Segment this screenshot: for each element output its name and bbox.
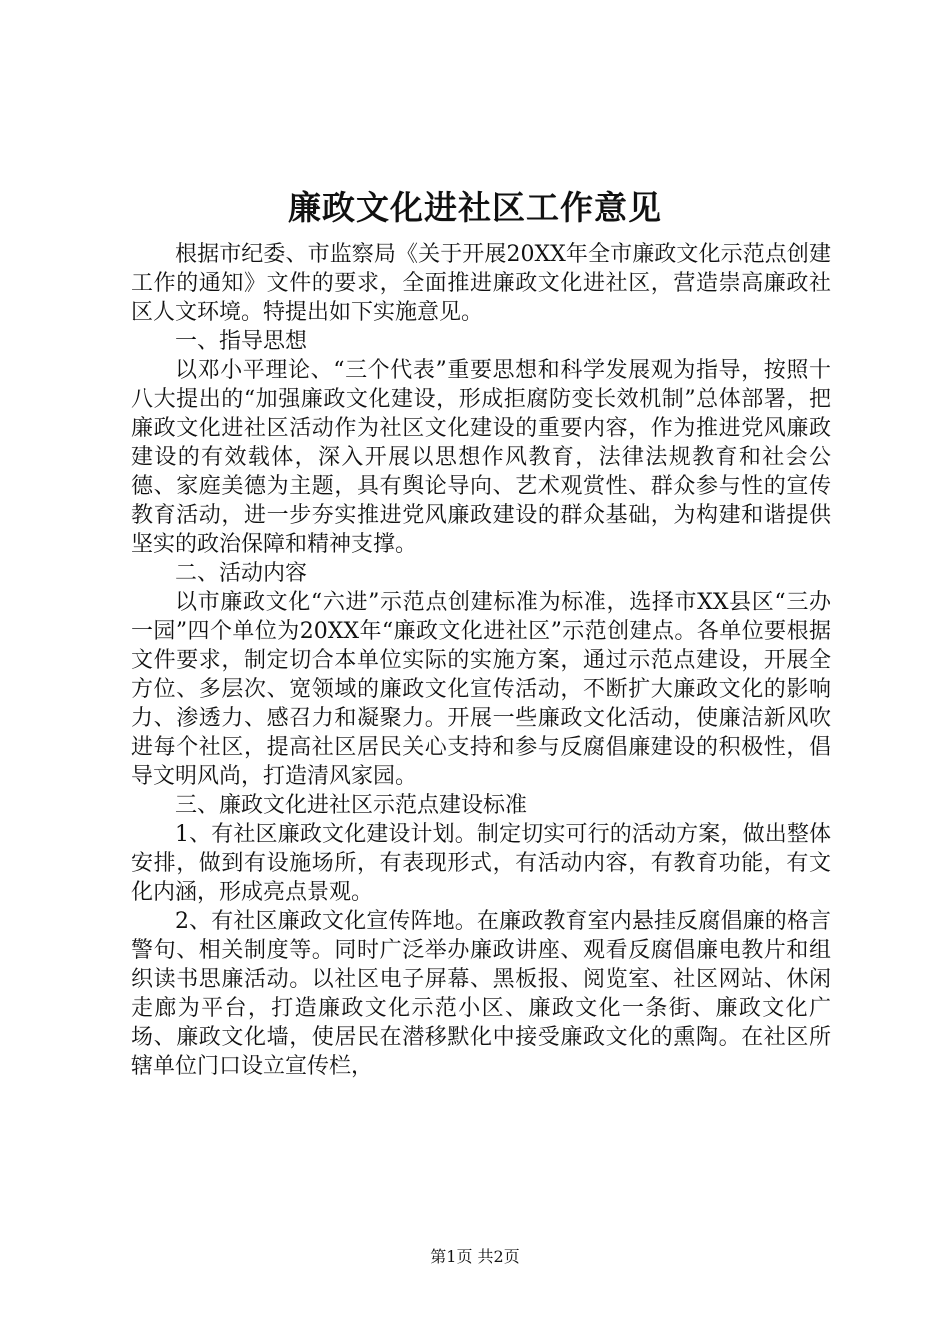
intro-paragraph: 根据市纪委、市监察局《关于开展20XX年全市廉政文化示范点创建工作的通知》文件的要求，全面推进廉政文化进社区，营造崇高廉政社区人文环境。特提出如下实施意见。 [131, 242, 831, 325]
section-body-activity-content: 以市廉政文化“六进”示范点创建标准为标准，选择市XX县区“三办一园”四个单位为20XX年“廉政文化进社区”示范创建点。各单位要根据文件要求，制定切合本单位实际的实施方案，通过示范点建设，开展全方位、多层次、宽领域的廉政文化宣传活动，不断扩大廉政文化的影响力、渗透力、感召力和凝聚力。开展一些廉政文化活动，使廉洁新风吹进每个社区，提高社区居民关心支持和参与反腐倡廉建设的积极性，倡导文明风尚，打造清风家园。 [131, 590, 831, 789]
document-body [131, 240, 831, 1081]
page-title: 廉政文化进社区工作意见 [288, 188, 662, 227]
standard-item-2: 2、有社区廉政文化宣传阵地。在廉政教育室内悬挂反腐倡廉的格言警句、相关制度等。同时广泛举办廉政讲座、观看反腐倡廉电教片和组织读书思廉活动。以社区电子屏幕、黑板报、阅览室、社区网站、休闲走廊为平台，打造廉政文化示范小区、廉政文化一条街、廉政文化广场、廉政文化墙，使居民在潜移默化中接受廉政文化的熏陶。在社区所辖单位门口设立宣传栏， [131, 909, 831, 1079]
section-body-guiding-thought: 以邓小平理论、“三个代表”重要思想和科学发展观为指导，按照十八大提出的“加强廉政文化建设，形成拒腐防变长效机制”总体部署，把廉政文化进社区活动作为社区文化建设的重要内容，作为推进党风廉政建设的有效载体，深入开展以思想作风教育，法律法规教育和社会公德、家庭美德为主题，具有舆论导向、艺术观赏性、群众参与性的宣传教育活动，进一步夯实推进党风廉政建设的群众基础，为构建和谐提供坚实的政治保障和精神支撑。 [131, 358, 831, 557]
section-heading-guiding-thought: 一、指导思想 [175, 329, 308, 354]
page-footer: 第1页 共2页 [430, 1247, 520, 1266]
section-heading-activity-content: 二、活动内容 [175, 561, 308, 586]
section-heading-standards: 三、廉政文化进社区示范点建设标准 [175, 793, 528, 818]
standard-item-1: 1、有社区廉政文化建设计划。制定切实可行的活动方案，做出整体安排，做到有设施场所，有表现形式，有活动内容，有教育功能，有文化内涵，形成亮点景观。 [131, 822, 831, 905]
